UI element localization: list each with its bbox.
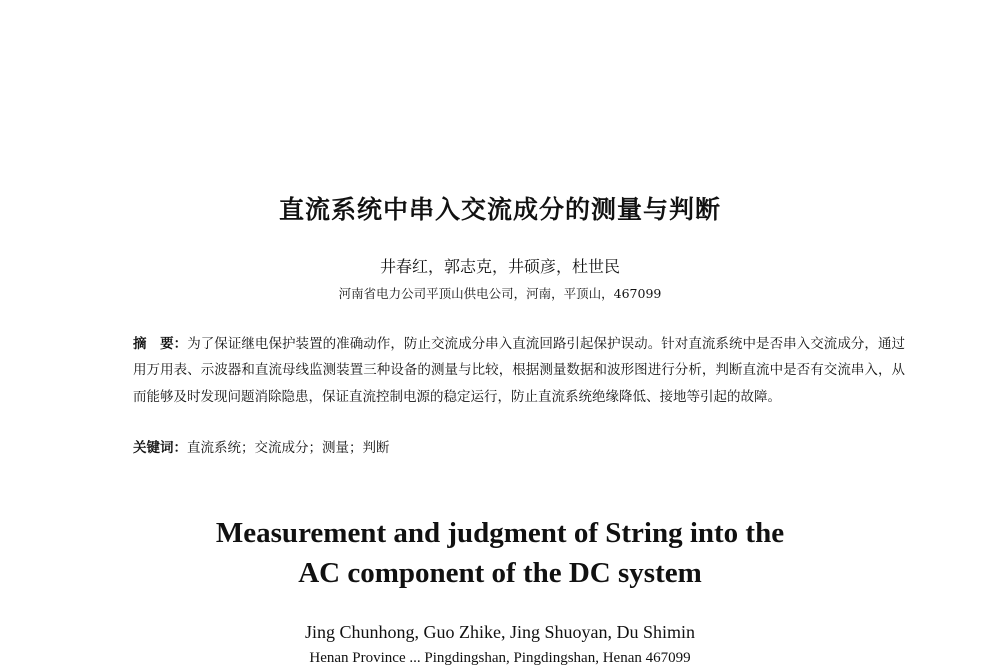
- english-title-line-1: Measurement and judgment of String into the: [215, 517, 785, 549]
- keywords-label: 关键词：: [133, 440, 187, 456]
- chinese-keywords: [133, 436, 390, 456]
- abstract-label: 摘 要：: [133, 336, 188, 352]
- chinese-affiliation: 河南省电力公司平顶山供电公司，河南，平顶山，467099: [338, 286, 662, 301]
- chinese-title: 直流系统中串入交流成分的测量与判断: [278, 195, 721, 224]
- chinese-authors: 井春红，郭志克，井硕彦，杜世民: [379, 257, 620, 276]
- english-affiliation: Henan Province ... Pingdingshan, Pingdingshan, Henan 467099: [309, 650, 691, 666]
- keywords-text: 直流系统；交流成分；测量；判断: [187, 440, 390, 456]
- english-title: [0, 513, 1000, 593]
- english-authors: Jing Chunhong, Guo Zhike, Jing Shuoyan, Du Shimin: [304, 622, 695, 642]
- english-title-line-2: AC component of the DC system: [298, 557, 702, 589]
- chinese-abstract: [100, 331, 905, 410]
- abstract-text: 为了保证继电保护装置的准确动作，防止交流成分串入直流回路引起保护误动。针对直流系统中是否串入交流成分，通过用万用表、示波器和直流母线监测装置三种设备的测量与比较，根据测量数据和波形图进行分析，判断直流中是否有交流串入，从而能够及时发现问题消除隐患，保证直流控制电源的稳定运行，防止直流系统绝缘降低、接地等引起的故障。: [133, 336, 906, 405]
